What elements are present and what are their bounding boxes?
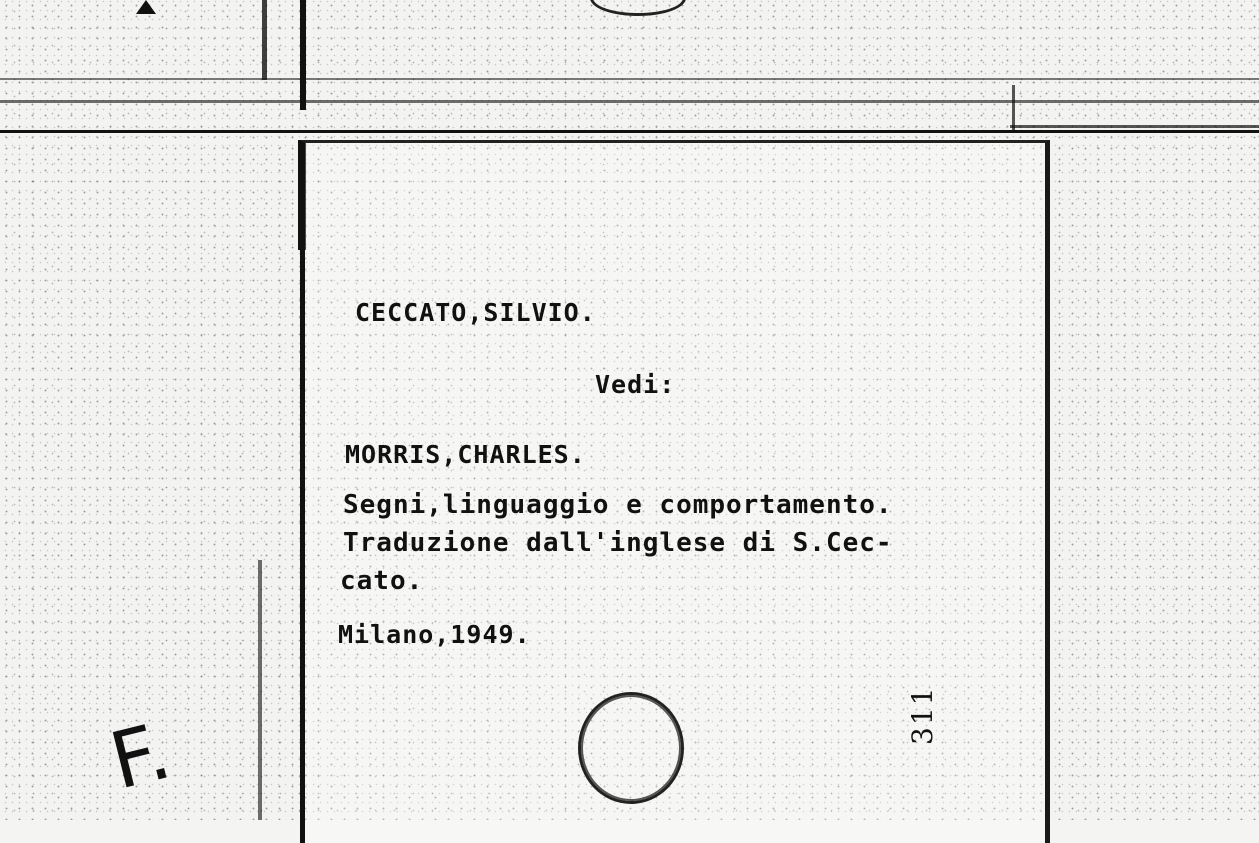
margin-letter: F. [101, 706, 180, 808]
card-divider-line-right [1010, 125, 1259, 128]
shelf-number: 311 [906, 685, 939, 745]
left-spine-edge [300, 0, 306, 110]
top-card-edge-line-2 [0, 100, 1259, 103]
title-line-3: cato. [340, 566, 424, 596]
left-outer-edge [258, 560, 262, 820]
see-reference-label: Vedi: [595, 370, 676, 399]
title-line-1: Segni,linguaggio e comportamento. [343, 490, 893, 520]
card-divider-line [0, 130, 1259, 133]
card-punch-hole [578, 692, 684, 804]
author-line: MORRIS,CHARLES. [345, 440, 586, 469]
title-line-2: Traduzione dall'inglese di S.Cec- [343, 528, 893, 558]
imprint-line: Milano,1949. [338, 620, 531, 649]
top-card-edge-line [0, 78, 1259, 80]
corner-mark [136, 0, 156, 14]
left-card-edge [262, 0, 267, 80]
right-card-edge-upper [1012, 85, 1015, 130]
card-heading: CECCATO,SILVIO. [355, 298, 596, 327]
